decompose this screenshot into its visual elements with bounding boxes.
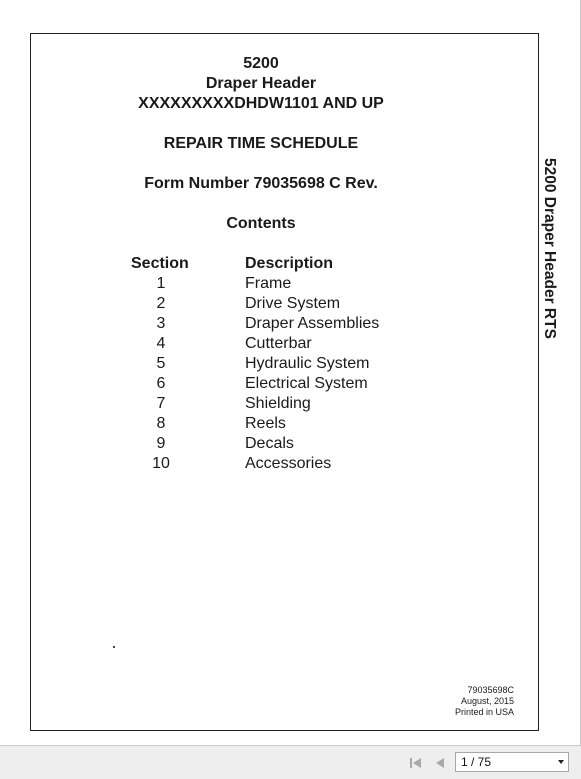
section-number: 6 (156, 375, 166, 392)
page-footer (455, 685, 514, 718)
footer-code: 79035698C (467, 685, 514, 695)
section-number: 1 (156, 275, 166, 292)
section-number: 5 (156, 355, 166, 372)
section-description: Accessories (245, 455, 332, 472)
previous-page-icon[interactable] (432, 756, 448, 770)
table-row (131, 374, 379, 394)
stray-mark (113, 646, 115, 648)
footer-date: August, 2015 (460, 696, 514, 706)
section-number: 8 (156, 415, 166, 432)
section-description: Cutterbar (245, 335, 312, 352)
document-page (30, 33, 558, 731)
section-number: 3 (156, 315, 166, 332)
side-title: 5200 Draper Header RTS (541, 158, 558, 339)
table-row (131, 274, 379, 294)
first-page-icon[interactable] (408, 756, 424, 770)
section-number: 7 (156, 395, 166, 412)
form-number: Form Number 79035698 C Rev. (144, 175, 378, 192)
schedule-title: REPAIR TIME SCHEDULE (163, 135, 359, 152)
section-description: Drive System (245, 295, 341, 312)
section-description: Draper Assemblies (245, 315, 380, 332)
table-row (131, 334, 379, 354)
section-header: Section (131, 255, 189, 272)
section-description: Frame (245, 275, 292, 292)
serial-range: XXXXXXXXXDHDW1101 AND UP (138, 95, 384, 112)
model-number: 5200 (243, 55, 279, 72)
section-number: 9 (156, 435, 166, 452)
footer-printed: Printed in USA (454, 707, 514, 717)
product-name: Draper Header (205, 75, 317, 92)
viewer-toolbar (0, 746, 581, 779)
table-header-row (131, 254, 379, 274)
section-number: 10 (152, 455, 170, 472)
section-description: Decals (245, 435, 294, 452)
chevron-down-icon (558, 760, 564, 764)
table-row (131, 314, 379, 334)
table-row (131, 294, 379, 314)
section-description: Electrical System (245, 375, 368, 392)
contents-table (131, 254, 379, 474)
description-header: Description (245, 255, 334, 272)
table-row (131, 454, 379, 474)
page-selector[interactable] (455, 752, 569, 772)
table-row (131, 394, 379, 414)
section-description: Reels (245, 415, 286, 432)
table-row (131, 354, 379, 374)
section-number: 4 (156, 335, 166, 352)
title-block (31, 54, 491, 234)
table-row (131, 414, 379, 434)
section-description: Hydraulic System (245, 355, 370, 372)
table-row (131, 434, 379, 454)
section-description: Shielding (245, 395, 311, 412)
contents-heading: Contents (226, 215, 296, 232)
section-number: 2 (156, 295, 166, 312)
page-indicator: 1 / 75 (461, 755, 492, 769)
